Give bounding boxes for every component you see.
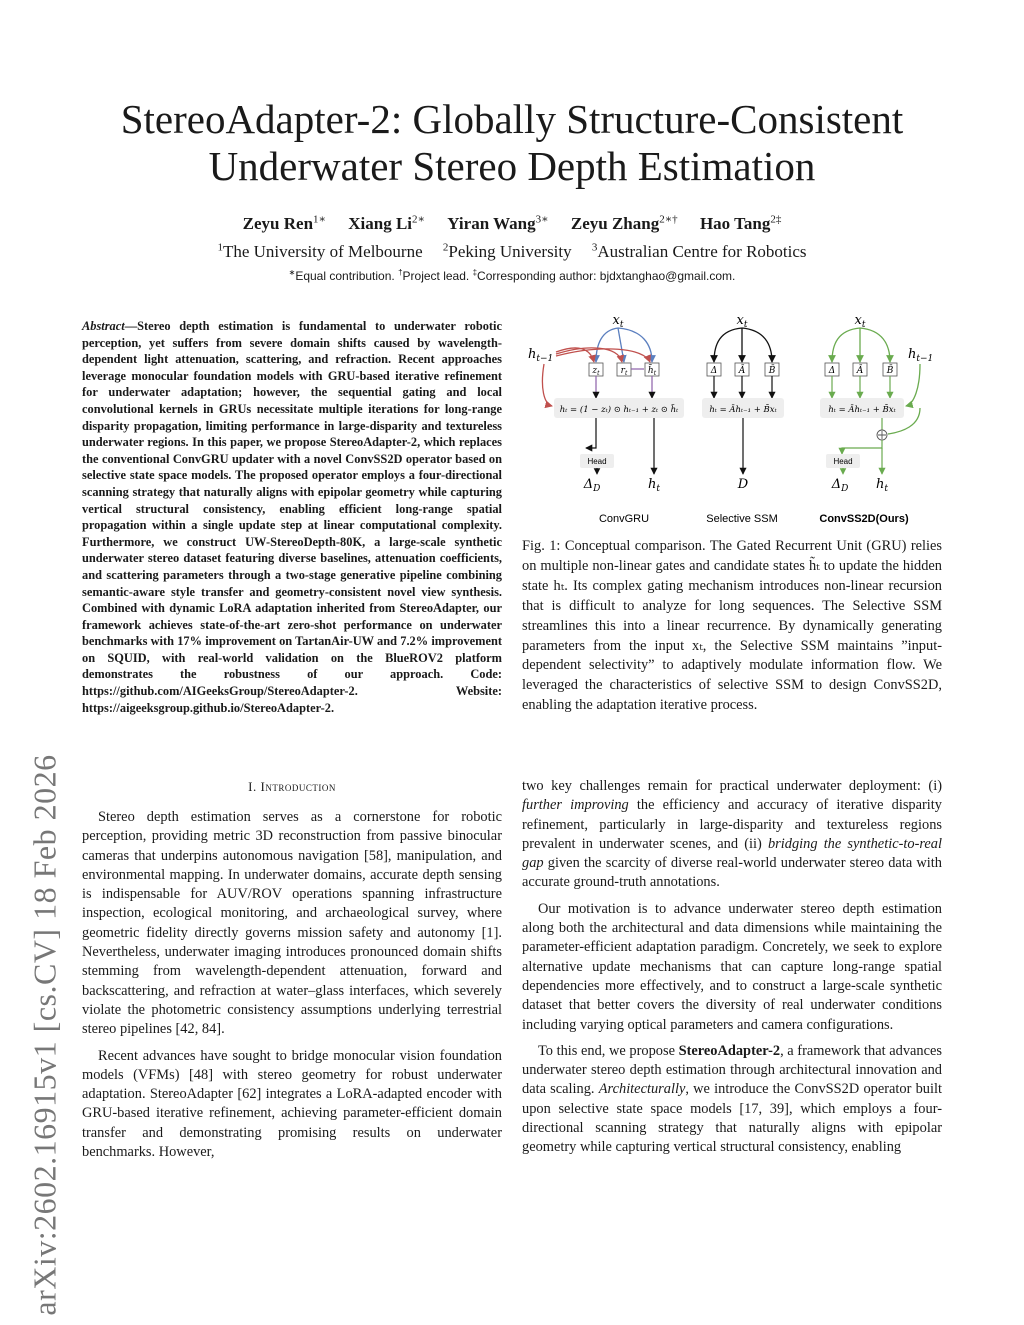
abstract-text: —Stereo depth estimation is fundamental to underwater robotic perception, yet suffers from severe domain shifts caused by wavelength-dependent light attenuation, scattering, and refraction. Recent approaches leverage monocular foundation models with GRU-based iterative refinement for underwater adaptation; however, the sequential gating and local convolutional kernels in GRUs necessitate multiple iterations for long-range disparity propagation, limiting performance in large-disparity and textureless underwater regions. In this paper, we propose StereoAdapter-2, which replaces the conventional ConvGRU updater with a novel ConvSS2D operator based on selective state space models. The proposed operator employs a four-directional scanning strategy that naturally aligns with epipolar geometry while capturing vertical structural consistency, enabling efficient long-range spatial propagation within a single update step at linear computational complexity. Furthermore, we construct UW-StereoDepth-80K, a large-scale synthetic underwater stereo dataset featuring diverse baselines, attenuation coefficients, and scattering parameters through a two-stage generative pipeline combining semantic-aware style transfer and geometry-consistent novel view synthesis. Combined with dynamic LoRA adaptation inherited from StereoAdapter, our framework achieves state-of-the-art zero-shot performance on underwater benchmarks with 17% improvement on TartanAir-UW and 7.2% improvement on SQUID, with real-world validation on the BlueROV2 platform demonstrates the robustness of our approach. Code: https://github.com/AIGeeksGroup/StereoAdapter-2. Website: https://aigeeksgroup.github.io/StereoAdapter-2. [82, 319, 502, 715]
panel-label-selective-ssm: Selective SSM [706, 513, 778, 525]
project-lead-note: Project lead. [402, 269, 470, 283]
output-h: $h_t$ [876, 477, 888, 494]
author-list [100, 212, 924, 234]
equal-contribution-note: Equal contribution. [295, 269, 395, 283]
author: Yiran Wang$^{3∗}$ [447, 213, 549, 233]
corresponding-author-note: Corresponding author: bjdxtanghao@gmail.com. [477, 269, 736, 283]
panel-label-convgru: ConvGRU [598, 513, 650, 525]
hidden-prev-label: $h_{t-1}$ [908, 347, 934, 364]
panel-label-convss2d: ConvSS2D(Ours) [819, 513, 909, 525]
input-x-label: $x_t$ [854, 313, 866, 330]
output-delta-d: $\Delta_D$ [583, 477, 601, 494]
input-x-label: $x_t$ [612, 313, 624, 330]
gate-r: $r_t$ [620, 366, 628, 377]
convss2d-equation: hₜ = Āhₜ₋₁ + B̄xₜ [828, 405, 896, 415]
gate-h-tilde: $h̃_t$ [647, 366, 657, 377]
figure-1 [522, 308, 946, 532]
title-line-2: Underwater Stereo Depth Estimation [208, 143, 816, 189]
head-label: Head [587, 457, 607, 466]
figure-caption [522, 537, 942, 716]
affiliation: $^1$The University of Melbourne [217, 241, 423, 261]
param-b-bar: B̄ [768, 366, 776, 376]
section-heading-introduction: I. Introduction [248, 779, 336, 794]
param-a-bar: Ā [856, 366, 864, 376]
right-paragraph-3: To this end, we propose StereoAdapter-2, a framework that advances underwater stereo depth estimation through architectural innovation and data scaling. Architecturally, we introduce the ConvSS2D operator built upon selective state space models [17, 39], which employs a four-directional scanning strategy that naturally aligns with epipolar geometry while capturing vertical structural consistency, enabling [522, 1042, 942, 1156]
gru-equation: hₜ = (1 − zₜ) ⊙ hₜ₋₁ + zₜ ⊙ h̃ₜ [559, 405, 679, 415]
intro-paragraph-2: Recent advances have sought to bridge monocular vision foundation models (VFMs) [48] with stereo geometry for robust underwater adaptation. StereoAdapter [62] integrates a LoRA-adapted encoder with GRU-based iterative refinement, achieving parameter-efficient domain transfer and demonstrating promising results on underwater benchmarks. However, [82, 1047, 502, 1161]
author: Zeyu Zhang$^{2∗\dagger}$ [570, 213, 678, 233]
abstract-label: Abstract [82, 319, 125, 333]
panel-convgru [528, 313, 684, 525]
abstract [82, 318, 502, 716]
caption-text: Conceptual comparison. The Gated Recurrent Unit (GRU) relies on multiple non-linear gates and candidate states h̃ₜ to update the hidden state hₜ. Its complex gating mechanism introduces non-linear recursion that is difficult to analyze for long sequences. The Selective SSM streamlines this into a linear recurrence. By dynamically generating parameters from the input xₜ, the Selective SSM maintains ”input-dependent selectivity” to adaptively modulate information flow. We leveraged the characteristics of selective SSM to design ConvSS2D, enabling the adaptation iterative process. [522, 538, 942, 714]
panel-selective-ssm [702, 313, 784, 525]
figure-diagram [522, 308, 946, 532]
author: Xiang $Li^{2∗}$ [348, 213, 426, 233]
panel-convss2d [819, 313, 933, 525]
input-x-label: $x_t$ [736, 313, 748, 330]
arxiv-sidebar [18, 370, 72, 1316]
param-b-bar: B̄ [886, 366, 894, 376]
output-d: D [737, 477, 749, 492]
intro-paragraph-1: Stereo depth estimation serves as a cornerstone for robotic perception, providing metric 3D reconstruction from passive binocular cameras that underpins autonomous navigation [58], manipulation, and environmental mapping. In underwater domains, accurate depth sensing is indispensable for AUV/ROV operations spanning infrastructure inspection, ecological monitoring, and archaeological survey, where geometric fidelity directly governs mission safety and autonomy [1]. Nevertheless, underwater imaging introduces pronounced domain shifts stemming from wavelength-dependent attenuation, forward and backscattering, and refraction at water–glass interfaces, which severely violate the photometric consistency assumptions underlying terrestrial stereo pipelines [42, 84]. [82, 809, 502, 1038]
right-paragraph-2: Our motivation is to advance underwater stereo depth estimation along both the architectural and data dimensions while maintaining the parameter-efficient adaptation paradigm. Concretely, we seek to explore alternative update mechanisms that can capture long-range spatial dependencies more effectively, and to construct a large-scale synthetic dataset that better covers the diversity of real underwater conditions including varying optical parameters and camera configurations. [522, 900, 942, 1033]
param-a-bar: Ā [738, 366, 746, 376]
output-h: $h_t$ [648, 477, 660, 494]
title-line-1: StereoAdapter-2: Globally Structure-Consistent [120, 96, 904, 142]
param-delta: Δ [828, 366, 836, 376]
affiliation: $^2$Peking University [442, 241, 572, 261]
arxiv-identifier: arXiv:2602.16915v1 [cs.CV] 18 Feb 2026 [26, 754, 63, 1316]
affiliation: $^3$Australian Centre for Robotics [591, 241, 807, 261]
author-notes: ∗Equal contribution. †Project lead. ‡Corresponding author: bjdxtanghao@gmail.com. [288, 268, 736, 283]
right-paragraph-1: two key challenges remain for practical underwater deployment: (i) further improving the efficiency and accuracy of iterative disparity refinement, particularly in large-disparity and textureless regions prevalent in underwater scenes, and (ii) bridging the synthetic-to-real gap given the scarcity of diverse real-world underwater stereo data with accurate ground-truth annotations. [522, 778, 943, 891]
introduction-body [82, 808, 502, 1162]
author: Hao Tang$^{2\ddagger}$ [699, 213, 782, 233]
author: Zeyu Ren$^{1∗}$ [242, 213, 327, 233]
output-delta-d: $\Delta_D$ [831, 477, 849, 494]
affiliation-list [100, 241, 924, 262]
head-label: Head [833, 457, 853, 466]
caption-label: Fig. 1: [522, 538, 561, 554]
param-delta: Δ [710, 366, 718, 376]
ssm-equation: hₜ = Āhₜ₋₁ + B̄xₜ [709, 405, 777, 415]
hidden-prev-label: $h_{t-1}$ [528, 347, 554, 364]
paper-title [100, 96, 924, 190]
right-column-body [522, 777, 942, 1158]
gate-z: $z_t$ [592, 366, 600, 377]
